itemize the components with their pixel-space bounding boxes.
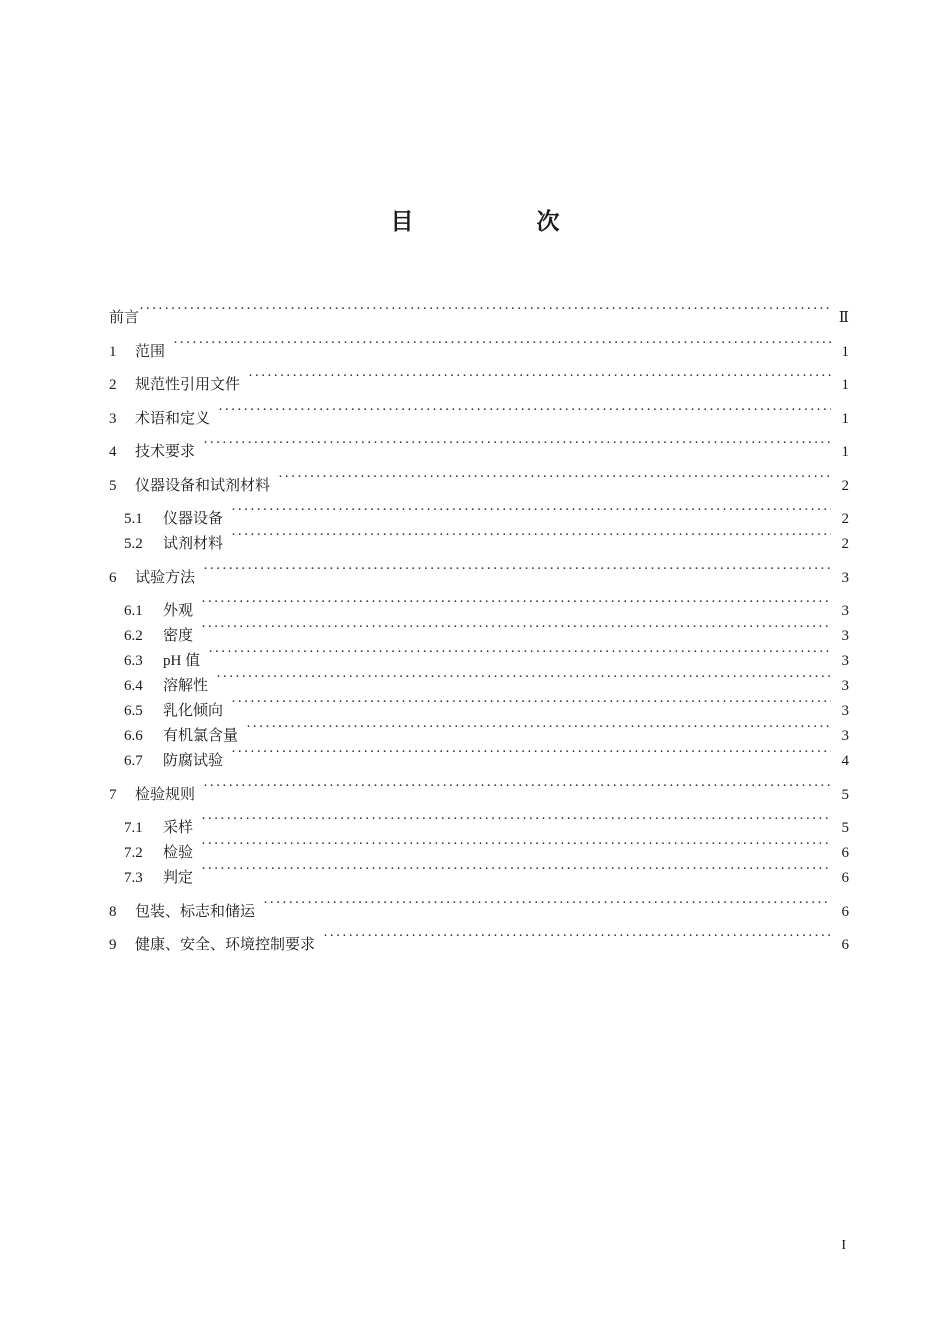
toc-entry-label: 溶解性 — [163, 678, 209, 694]
toc-entry-6-1[interactable] — [109, 590, 849, 619]
toc-entry-6-3[interactable] — [109, 640, 849, 669]
toc-leader-dots — [201, 590, 831, 615]
toc-entry-7-3[interactable] — [109, 857, 849, 886]
toc-entry-9[interactable] — [109, 924, 849, 953]
toc-entry-page: 5 — [841, 786, 849, 803]
toc-entry-label: 检验规则 — [135, 786, 196, 803]
toc-leader-dots — [173, 331, 831, 356]
toc-entry-label: 仪器设备和试剂材料 — [135, 477, 271, 494]
toc-entry-number: 6.3 — [124, 653, 143, 669]
toc-leader-dots — [139, 297, 831, 322]
toc-entry-number: 7.3 — [124, 870, 143, 886]
toc-entry-number: 6.1 — [124, 603, 143, 619]
toc-entry-page: 3 — [841, 569, 849, 586]
toc-entry-page: 2 — [841, 536, 849, 552]
toc-entry-label: pH 值 — [163, 653, 201, 669]
toc-entry-label: 前言 — [109, 310, 140, 326]
toc-entry-foreword[interactable] — [109, 297, 849, 326]
toc-leader-dots — [323, 924, 831, 949]
toc-entry-6-2[interactable] — [109, 615, 849, 644]
toc-entry-5-1[interactable] — [109, 498, 849, 527]
toc-leader-dots — [203, 431, 831, 456]
toc-entry-page: 6 — [841, 845, 849, 861]
toc-entry-number: 6.7 — [124, 753, 143, 769]
toc-entry-6[interactable] — [109, 557, 849, 586]
toc-entry-number: 6.4 — [124, 678, 143, 694]
toc-entry-label: 采样 — [163, 820, 194, 836]
toc-leader-dots — [231, 523, 831, 548]
toc-leader-dots — [248, 364, 831, 389]
toc-entry-page: 3 — [841, 728, 849, 744]
toc-entry-3[interactable] — [109, 398, 849, 427]
toc-entry-label: 防腐试验 — [163, 753, 224, 769]
toc-entry-number: 7.2 — [124, 845, 143, 861]
toc-entry-number: 9 — [109, 937, 117, 953]
toc-entry-label: 试剂材料 — [163, 536, 224, 552]
page-title: 目 次 — [390, 209, 610, 235]
toc-entry-number: 7.1 — [124, 820, 143, 836]
toc-entry-6-5[interactable] — [109, 690, 849, 719]
toc-leader-dots — [246, 715, 831, 740]
toc-entry-page: 3 — [841, 703, 849, 719]
toc-entry-7-1[interactable] — [109, 807, 849, 836]
toc-entry-label: 健康、安全、环境控制要求 — [135, 937, 316, 953]
toc-leader-dots — [201, 615, 831, 640]
toc-entry-label: 术语和定义 — [135, 410, 211, 427]
toc-entry-label: 试验方法 — [135, 569, 196, 586]
toc-entry-page: 3 — [841, 628, 849, 644]
toc-entry-7[interactable] — [109, 774, 849, 803]
toc-leader-dots — [208, 640, 831, 665]
toc-entry-page: 3 — [841, 678, 849, 694]
toc-leader-dots — [201, 807, 831, 832]
toc-entry-4[interactable] — [109, 431, 849, 460]
toc-entry-8[interactable] — [109, 891, 849, 920]
toc-entry-number: 5.1 — [124, 511, 143, 527]
toc-leader-dots — [231, 690, 831, 715]
toc-entry-page: 6 — [841, 937, 849, 953]
toc-entry-label: 检验 — [163, 845, 194, 861]
toc-leader-dots — [231, 740, 831, 765]
toc-entry-label: 外观 — [163, 603, 194, 619]
toc-entry-5[interactable] — [109, 465, 849, 494]
toc-entry-1[interactable] — [109, 331, 849, 360]
toc-entry-number: 5.2 — [124, 536, 143, 552]
toc-entry-number: 6.5 — [124, 703, 143, 719]
toc-entry-number: 6.6 — [124, 728, 143, 744]
toc-entry-label: 规范性引用文件 — [135, 377, 241, 393]
footer-page-number: I — [841, 1238, 846, 1253]
toc-entry-number: 7 — [109, 786, 117, 803]
toc-entry-number: 1 — [109, 343, 117, 360]
toc-entry-label: 包装、标志和储运 — [135, 903, 256, 920]
toc-entry-page: 6 — [841, 870, 849, 886]
toc-entry-page: 1 — [841, 444, 849, 460]
toc-entry-label: 乳化倾向 — [163, 703, 224, 719]
toc-entry-number: 2 — [109, 377, 117, 393]
toc-entry-number: 6.2 — [124, 628, 143, 644]
toc-entry-page: 4 — [841, 753, 849, 769]
toc-leader-dots — [201, 832, 831, 857]
toc-entry-label: 范围 — [135, 343, 166, 360]
toc-entry-number: 6 — [109, 569, 117, 586]
toc-leader-dots — [201, 857, 831, 882]
toc-entry-number: 4 — [109, 444, 117, 460]
toc-leader-dots — [216, 665, 831, 690]
toc-entry-page: 2 — [841, 511, 849, 527]
toc-entry-label: 密度 — [163, 628, 194, 644]
toc-entry-page: Ⅱ — [838, 310, 849, 326]
toc-leader-dots — [218, 398, 831, 423]
toc-entry-page: 6 — [841, 903, 849, 920]
toc-entry-page: 1 — [841, 377, 849, 393]
toc-entry-page: 3 — [841, 603, 849, 619]
toc-entry-6-4[interactable] — [109, 665, 849, 694]
toc-entry-2[interactable] — [109, 364, 849, 393]
toc-leader-dots — [263, 891, 831, 916]
toc-leader-dots — [203, 557, 831, 582]
toc-entry-number: 5 — [109, 477, 117, 494]
toc-leader-dots — [203, 774, 831, 799]
toc-leader-dots — [278, 465, 831, 490]
toc-entry-label: 仪器设备 — [163, 511, 224, 527]
toc-entry-number: 3 — [109, 410, 117, 427]
toc-entry-7-2[interactable] — [109, 832, 849, 861]
toc-entry-number: 8 — [109, 903, 117, 920]
toc-entry-page: 1 — [841, 343, 849, 360]
toc-entry-label: 技术要求 — [135, 444, 196, 460]
toc-entry-page: 1 — [841, 410, 849, 427]
toc-entry-label: 判定 — [163, 870, 194, 886]
toc-entry-page: 5 — [841, 820, 849, 836]
toc-entry-label: 有机氯含量 — [163, 728, 239, 744]
toc-entry-page: 2 — [841, 477, 849, 494]
toc-entry-page: 3 — [841, 653, 849, 669]
toc-leader-dots — [231, 498, 831, 523]
table-of-contents — [109, 297, 849, 953]
